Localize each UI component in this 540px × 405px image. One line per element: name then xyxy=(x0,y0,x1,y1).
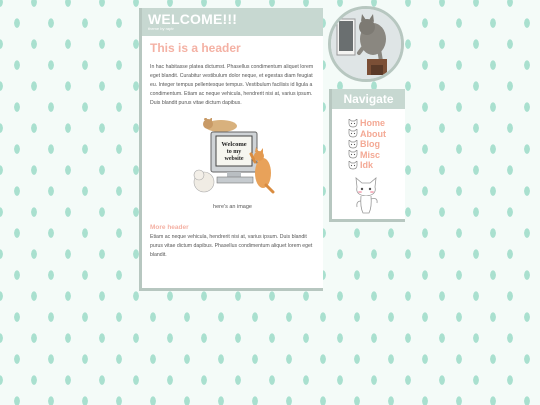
cat-mascot-icon xyxy=(352,177,382,217)
computer-cats-illustration xyxy=(191,118,275,196)
cat-face-icon xyxy=(348,129,358,138)
theme-credit: theme by raptr xyxy=(148,26,174,31)
nav-item-idk[interactable] xyxy=(348,160,405,171)
image-caption: here's an image xyxy=(213,204,252,210)
navigation-panel xyxy=(329,89,405,222)
nav-item-home[interactable] xyxy=(348,118,405,129)
nav-label[interactable]: Home xyxy=(360,118,386,129)
image-text-line2: to my xyxy=(226,149,241,155)
cat-face-icon xyxy=(348,119,358,128)
content-paragraph: In hac habitasse platea dictumst. Phasellus condimentum aliquet lorem eget blandit. Curabitur vestibulum dolor neque, et egestas diam feugiat eu. Integer tempus pellentesque tempus. Vestibulum facilisis id ligula a condimentum. Etiam ac neque vehicula, hendrerit nisi at, varius ipsum. Duis blandit purus vitae dictum dapibus. xyxy=(150,64,314,106)
content-paragraph-2: Etiam ac neque vehicula, hendrerit nisi at, varius ipsum. Duis blandit purus vitae dictum dapibus. Phasellus condimentum aliquet lorem eget blandit. xyxy=(150,234,313,258)
image-text-line3: website xyxy=(224,156,243,162)
cat-face-icon xyxy=(348,150,358,159)
avatar xyxy=(328,6,404,82)
page-title: WELCOME!!! xyxy=(148,11,238,27)
nav-item-about[interactable] xyxy=(348,129,405,140)
cat-face-icon xyxy=(348,161,358,170)
nav-item-misc[interactable] xyxy=(348,150,405,161)
navigation-list xyxy=(332,109,405,171)
image-text-line1: Welcome xyxy=(220,141,247,148)
main-panel xyxy=(139,8,323,291)
nav-label[interactable]: Idk xyxy=(360,160,374,171)
nav-item-blog[interactable] xyxy=(348,139,405,150)
navigation-title: Navigate xyxy=(332,89,405,109)
main-header-bar xyxy=(142,8,323,36)
welcome-cats-image xyxy=(191,118,275,196)
nav-label[interactable]: Blog xyxy=(360,139,380,150)
nav-label[interactable]: Misc xyxy=(360,149,381,160)
cat-face-icon xyxy=(348,140,358,149)
main-content xyxy=(142,36,323,260)
cat-computer-photo xyxy=(331,9,401,79)
content-header: This is a header xyxy=(150,41,241,55)
nav-label[interactable]: About xyxy=(360,128,386,139)
content-subheader: More header xyxy=(150,224,189,231)
